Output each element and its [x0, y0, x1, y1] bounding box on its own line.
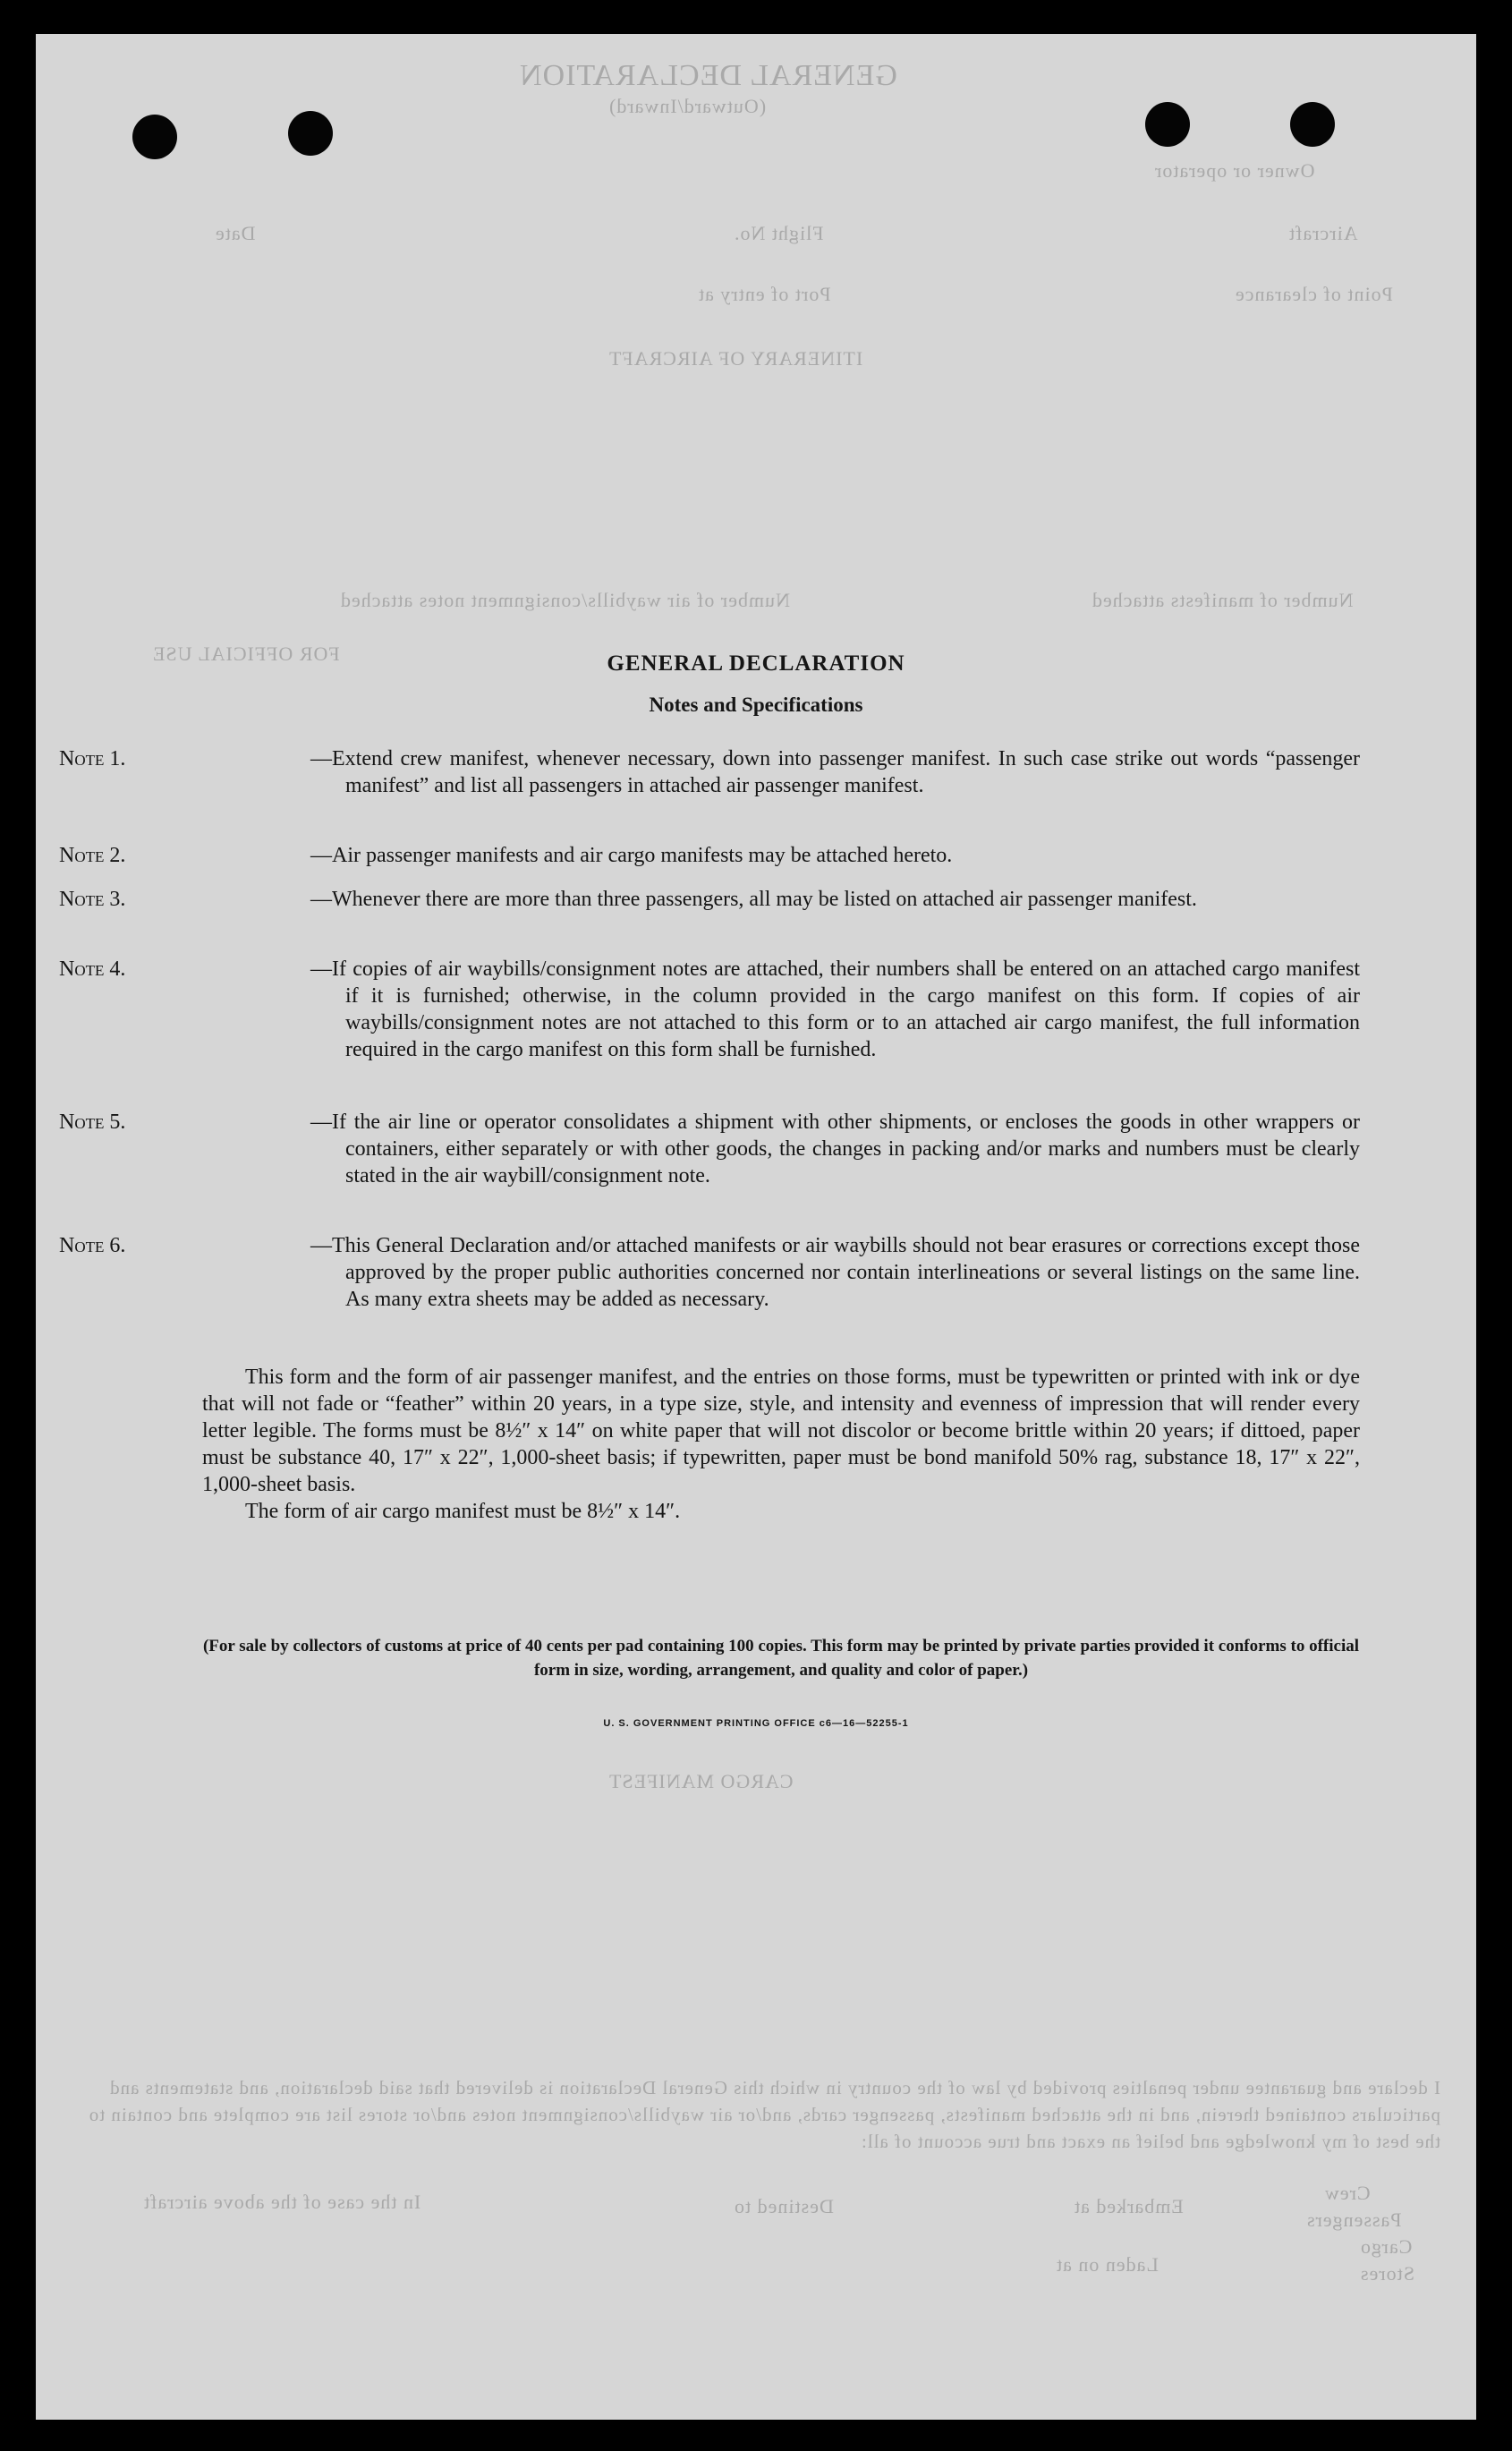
specification-paragraph: This form and the form of air passenger manifest, and the entries on those forms, must be typewritten or printed with ink or dye that will not fade or “feather” within 20 years, in a type size, style, and intensity and evenness of impression that will render every letter legible. The forms must be 8½″ x 14″ on white paper that will not discolor or become brittle within 20 years; if dittoed, paper must be substance 40, 17″ x 22″, 1,000-sheet basis; if typewritten, paper must be bond manifold 50% rag, substance 18, 17″ x 22″, 1,000-sheet basis.: [202, 1366, 1360, 1496]
note-6: Note 6. —This General Declaration and/or attached manifests or air waybills should not bear erasures or corrections except those approved by the proper public authorities concerned nor contain interlineations or several listings on the same line. As many extra sheets may be added as necessary.: [59, 1234, 1360, 1311]
bleed-through-text: Destined to: [734, 2195, 834, 2217]
note-text: If copies of air waybills/consignment notes are attached, their numbers shall be entered on an attached cargo manifest if it is furnished; otherwise, in the column provided in the cargo manifest on this form. If copies of air waybills/consignment notes are not attached to this form or to an attached air cargo manifest, the full information required in the cargo manifest on this form shall be furnished.: [332, 957, 1360, 1061]
bleed-through-text: Number of air waybills/consignment notes attached: [340, 589, 790, 611]
printer-imprint: U. S. GOVERNMENT PRINTING OFFICE c6—16—52255-1: [603, 1718, 909, 1729]
bleed-through-text: Number of manifests attached: [1092, 589, 1354, 611]
bleed-through-text: In the case of the above aircraft: [143, 2191, 421, 2213]
punch-hole-left-1: [132, 115, 177, 159]
note-2: Note 2. —Air passenger manifests and air cargo manifests may be attached hereto.: [59, 844, 953, 867]
bleed-through-text: I declare and guarantee under penalties provided by law of the country in which this General Declaration is delivered that said declaration, and statements and particulars contained therein, and in the attached manifests, passenger cards, and/or air waybills/consignment notes and/or stores list are complete and contain to the best of my knowledge and belief an exact and true account of all:: [88, 2077, 1440, 2152]
note-1: Note 1. —Extend crew manifest, whenever necessary, down into passenger manifest. In such case strike out words “passenger manifest” and list all passengers in attached air passenger manifest.: [59, 747, 1360, 797]
bleed-through-text: Aircraft: [1288, 222, 1358, 244]
note-4: Note 4. —If copies of air waybills/consignment notes are attached, their numbers shall be entered on an attached cargo manifest if it is furnished; otherwise, in the column provided in the cargo manifest on this form. If copies of air waybills/consignment notes are not attached to this form or to an attached air cargo manifest, the full information required in the cargo manifest on this form shall be furnished.: [59, 957, 1360, 1061]
bleed-through-text: GENERAL DECLARATION: [519, 59, 897, 92]
note-text: This General Declaration and/or attached manifests or air waybills should not bear erasures or corrections except those approved by the proper public authorities concerned nor contain interlineations or several listings on the same line. As many extra sheets may be added as necessary.: [332, 1234, 1360, 1311]
note-text: If the air line or operator consolidates a shipment with other shipments, or encloses the goods in other wrappers or containers, either separately or with other goods, the changes in packing and/or marks and numbers must be clearly stated in the air waybill/consignment note.: [332, 1111, 1360, 1187]
note-text: Whenever there are more than three passengers, all may be listed on attached air passenger manifest.: [332, 888, 1197, 911]
note-text: Air passenger manifests and air cargo manifests may be attached hereto.: [332, 844, 953, 867]
bleed-through-text: CARGO MANIFEST: [608, 1770, 794, 1792]
bleed-through-text: Port of entry at: [698, 283, 831, 305]
sale-note: (For sale by collectors of customs at price of 40 cents per pad containing 100 copies. This form may be printed by private parties provided it conforms to official form in size, wording, arrangement, and quality and color of paper.): [202, 1637, 1360, 1680]
note-text: Extend crew manifest, whenever necessary, down into passenger manifest. In such case strike out words “passenger manifest” and list all passengers in attached air passenger manifest.: [332, 747, 1360, 797]
bleed-through-text: FOR OFFICIAL USE: [152, 643, 340, 665]
punch-hole-left-2: [288, 111, 333, 156]
note-5: Note 5. —If the air line or operator consolidates a shipment with other shipments, or encloses the goods in other wrappers or containers, either separately or with other goods, the changes in packing and/or marks and numbers must be clearly stated in the air waybill/consignment note.: [59, 1111, 1360, 1187]
punch-hole-right-1: [1145, 102, 1190, 147]
page-subtitle: Notes and Specifications: [649, 694, 863, 716]
note-3: Note 3. —Whenever there are more than three passengers, all may be listed on attached air passenger manifest.: [59, 888, 1197, 911]
bleed-through-text: Stores: [1360, 2262, 1414, 2285]
bleed-through-text: Passengers: [1306, 2208, 1402, 2231]
bleed-through-text: ITINERARY OF AIRCRAFT: [608, 347, 863, 370]
bleed-through-text: Crew: [1324, 2182, 1371, 2204]
specification-paragraph: The form of air cargo manifest must be 8½″ x 14″.: [245, 1500, 681, 1523]
document-page: [36, 34, 1476, 2420]
page-title: GENERAL DECLARATION: [607, 651, 905, 676]
bleed-through-text: Owner or operator: [1154, 159, 1315, 182]
specification-text: [202, 1364, 1360, 1525]
bleed-through-text: Point of clearance: [1235, 283, 1393, 305]
bleed-through-text: (Outward/Inward): [608, 95, 767, 117]
punch-hole-right-2: [1290, 102, 1335, 147]
bleed-through-text: Flight No.: [734, 222, 824, 244]
bleed-through-text: Laden on at: [1056, 2253, 1159, 2276]
bleed-through-text: Embarked at: [1074, 2195, 1184, 2217]
bleed-through-text: Date: [215, 222, 256, 244]
bleed-through-text: Cargo: [1360, 2235, 1413, 2258]
